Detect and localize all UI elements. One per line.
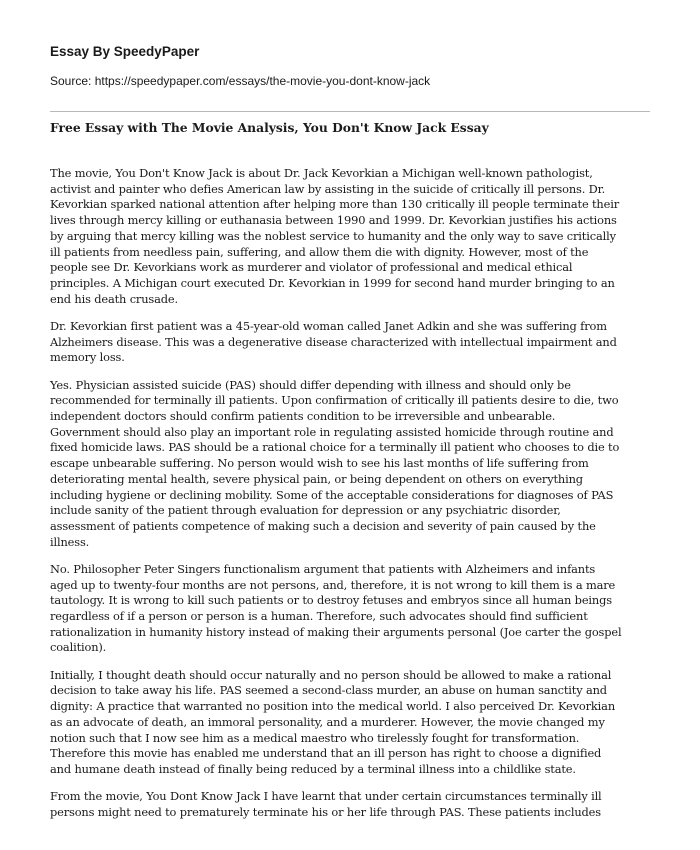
paragraph: Initially, I thought death should occur naturally and no person should be allowed to make a rational decision to take away his life. PAS seemed a second-class murder, an abuse on human sanctity and dignity: A practice that warranted no position into the medical world. I also perceived Dr. Kevorkian as an advocate of death, an immoral personality, and a murderer. However, the movie changed my notion such that I now see him as a medical maestro who tirelessly fought for transformation. Therefore this movie has enabled me understand that an ill person has right to choose a dignified and humane death instead of finally being reduced by a terminal illness into a childlike state. [50, 667, 615, 776]
paragraph: No. Philosopher Peter Singers functionalism argument that patients with Alzheimers and infants aged up to twenty-four months are not persons, and, therefore, it is not wrong to kill them is a mare tautology. It is wrong to kill such patients or to destroy fetuses and embryos since all human beings regardless of if a person or person is a human. Therefore, such advocates should find sufficient rationalization in humanity history instead of making their arguments personal (Joe carter the gospel coalition). [50, 561, 622, 655]
paragraph: Yes. Physician assisted suicide (PAS) should differ depending with illness and should only be recommended for terminally ill patients. Upon confirmation of critically ill patients desire to die, two independent doctors should confirm patients condition to be irreversible and unbearable. Government should also play an important role in regulating assisted homicide through routine and fixed homicide laws. PAS should be a rational choice for a terminally ill patient who chooses to die to escape unbearable suffering. No person would wish to see his last months of life suffering from deteriorating mental health, severe physical pain, or being dependent on others on everything including hygiene or declining mobility. Some of the acceptable considerations for diagnoses of PAS include sanity of the patient through evaluation for depression or any psychiatric disorder, assessment of patients competence of making such a decision and severity of pain caused by the illness. [50, 377, 620, 549]
paragraph: Dr. Kevorkian first patient was a 45-year-old woman called Janet Adkin and she was suffering from Alzheimers disease. This was a degenerative disease characterized with intellectual impairment and memory loss. [50, 318, 617, 365]
paragraph: The movie, You Don't Know Jack is about Dr. Jack Kevorkian a Michigan well-known pathologist, activist and painter who defies American law by assisting in the suicide of critically ill persons. Dr. Kevorkian sparked national attention after helping more than 130 critically ill people terminate their lives through mercy killing or euthanasia between 1990 and 1999. Dr. Kevorkian justifies his actions by arguing that mercy killing was the noblest service to humanity and the only way to save critically ill patients from needless pain, suffering, and allow them die with dignity. However, most of the people see Dr. Kevorkians work as murderer and violator of professional and medical ethical principles. A Michigan court executed Dr. Kevorkian in 1999 for second hand murder bringing to an end his death crusade. [50, 166, 619, 306]
source-line: Source: https://speedypaper.com/essays/the-movie-you-dont-know-jack [50, 74, 431, 88]
essay-title: Free Essay with The Movie Analysis, You Don't Know Jack Essay [50, 120, 489, 135]
header-divider [50, 111, 650, 112]
essay-body [50, 166, 652, 832]
publisher-heading: Essay By SpeedyPaper [50, 44, 200, 59]
paragraph: From the movie, You Dont Know Jack I have learnt that under certain circumstances terminally ill persons might need to prematurely terminate his or her life through PAS. These patients includes [50, 789, 602, 819]
